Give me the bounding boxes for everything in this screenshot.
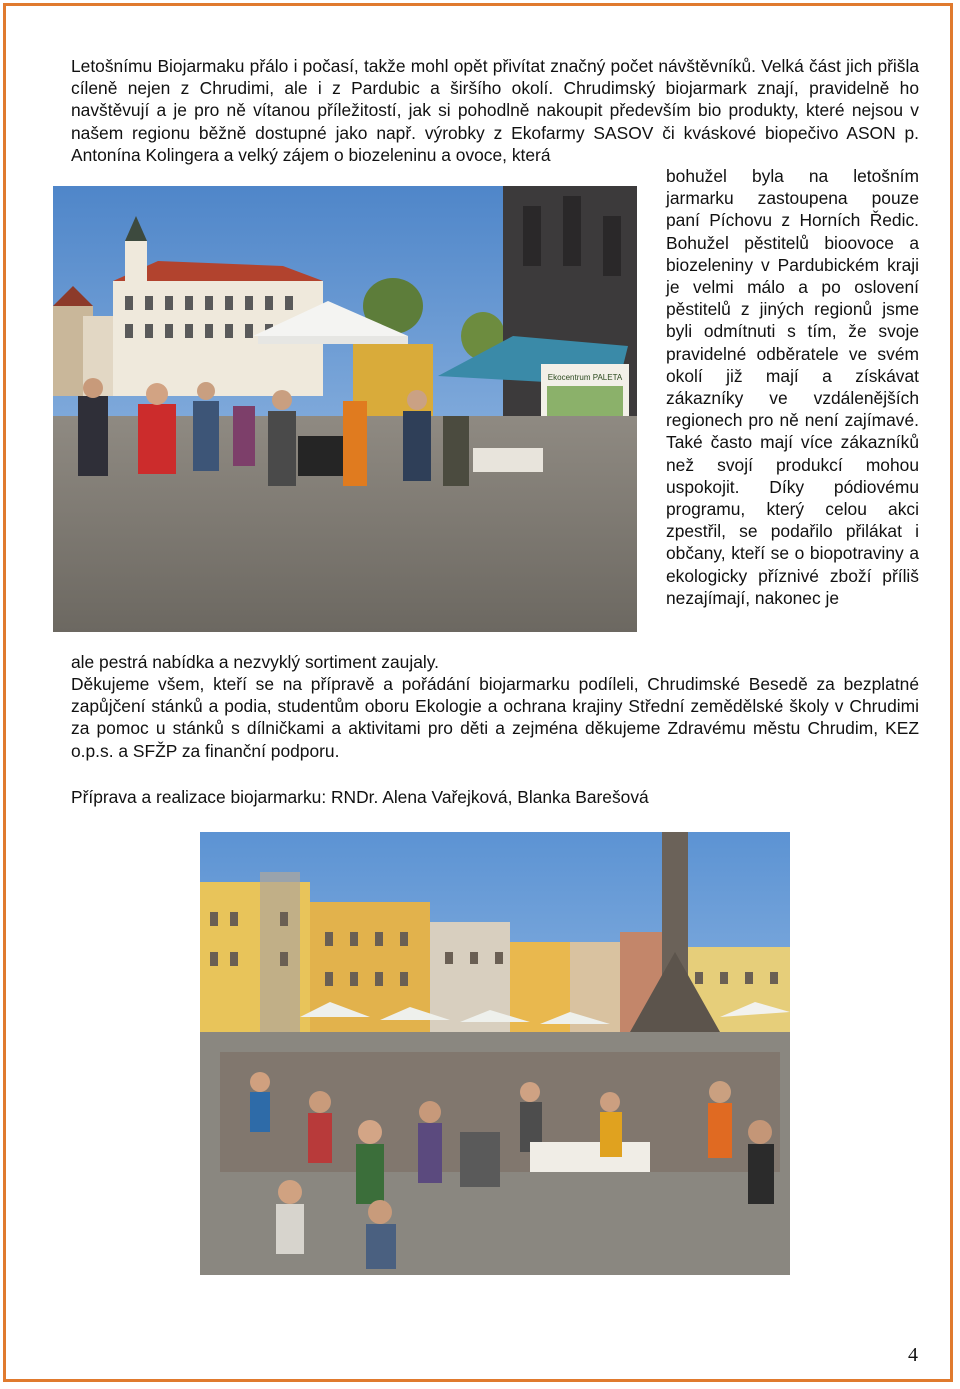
thanks-paragraph: Děkujeme všem, kteří se na přípravě a pořádání biojarmarku podíleli, Chrudimské Besedě za bezplatné zapůjčení stánků a podia, studentům oboru Ekologie a ochrana krajiny Střední zemědělské školy v Chrudimi za pomoc u stánků s dílničkami a aktivitami pro děti a zejména děkujeme Zdravému městu Chrudim, KEZ o.p.s. a SFŽP za finanční podporu. bbox=[71, 674, 919, 761]
wrapped-paragraph: bohužel byla na letošním jarmarku zastoupena pouze paní Píchovu z Horních Ředic. Bohužel pěstitelů bioovoce a biozeleniny v Pardubickém kraji je velmi málo a po oslovení pěstitelů z jiných regionů jsme byli odmítnuti s tím, že svoje pravidelné odběratele ve svém okolí již mají a získávat zákazníky ve vzdálenějších regionech pro ně není zajímavé. Také často mají více zákazníků než svojí produkcí mohou uspokojit. Díky pódiovému programu, který celou akci zpestřil, se podařilo přilákat i občany, kteří se o biopotraviny a ekologicky příznivé zboží příliš nezajímají, nakonec je bbox=[666, 166, 919, 608]
banner-text: Ekocentrum PALETA bbox=[547, 373, 623, 382]
continuation-line: ale pestrá nabídka a nezvyklý sortiment zaujaly. bbox=[71, 652, 439, 672]
square-crowd-photo bbox=[200, 832, 790, 1275]
credit-line: Příprava a realizace biojarmarku: RNDr. Alena Vařejková, Blanka Barešová bbox=[71, 787, 649, 807]
intro-paragraph: Letošnímu Biojarmaku přálo i počasí, takže mohl opět přivítat značný počet návštěvníků. Velká část jich přišla cíleně nejen z Chrudimi, ale i z Pardubic a širšího okolí. Chrudimský biojarmark znají, pravidelně ho navštěvují a je pro ně vítanou příležitostí, jak si pohodlně nakoupit především bio produkty, které nejsou v našem regionu běžně dostupné jako např. výrobky z Ekofarmy SASOV či kváskové biopečivo ASON p. Antonína Kolingera a velký zájem o biozeleninu a ovoce, která bbox=[71, 56, 919, 165]
page-number: 4 bbox=[908, 1344, 918, 1366]
market-photo bbox=[53, 186, 637, 632]
